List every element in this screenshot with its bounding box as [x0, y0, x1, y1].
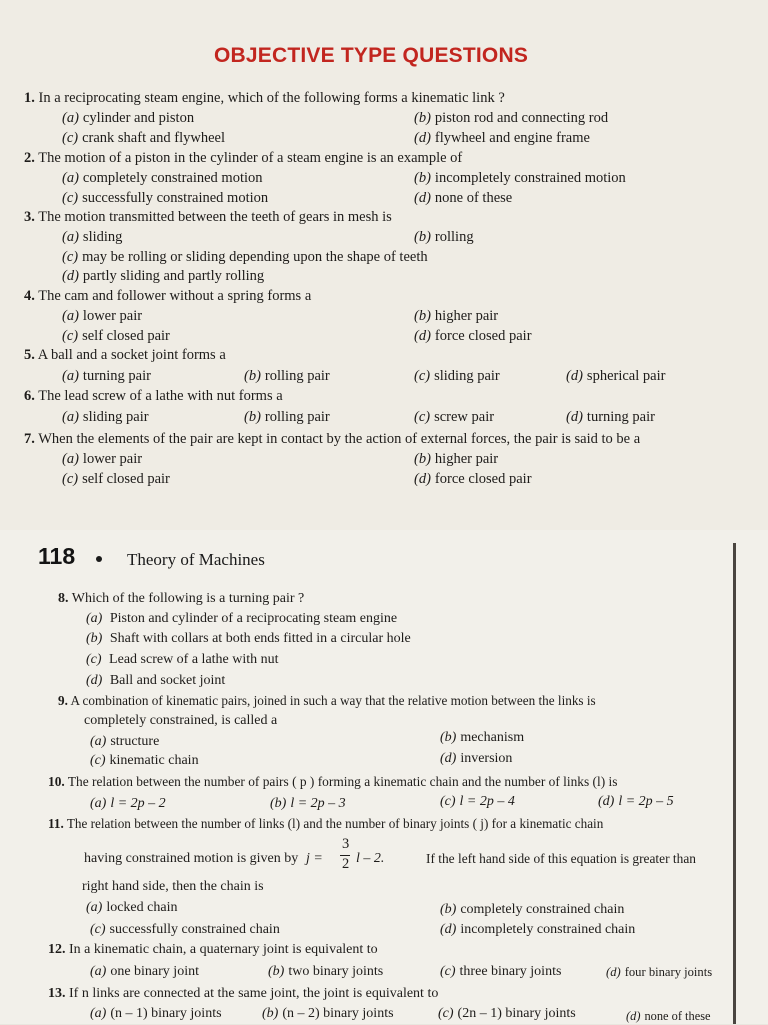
question-number: 5.: [24, 347, 35, 363]
option-a: (a) turning pair: [62, 368, 151, 384]
option-a: (a) l = 2p – 2: [90, 796, 166, 811]
question-number: 9.: [58, 693, 68, 708]
question-number: 7.: [24, 431, 35, 447]
option-b: (b) rolling pair: [244, 368, 330, 384]
bullet-dot-icon: [96, 556, 102, 562]
question-4: [24, 287, 311, 305]
question-text: In a reciprocating steam engine, which of the following forms a kinematic link ?: [38, 90, 505, 106]
option-d: (d) partly sliding and partly rolling: [62, 268, 265, 284]
option-c: (c) three binary joints: [440, 964, 562, 979]
option-d: (d) inversion: [440, 751, 513, 766]
option-c: (c) kinematic chain: [90, 753, 199, 768]
question-number: 13.: [48, 986, 66, 1001]
section-title: OBJECTIVE TYPE QUESTIONS: [214, 44, 529, 67]
question-11: [48, 815, 603, 833]
option-a: (a) one binary joint: [90, 964, 199, 979]
question-text: A ball and a socket joint forms a: [37, 347, 226, 363]
question-number: 10.: [48, 774, 65, 789]
question-number: 6.: [24, 388, 35, 404]
option-a: (a) sliding: [62, 229, 123, 245]
option-d: (d) force closed pair: [414, 471, 532, 487]
option-b: (b) Shaft with collars at both ends fitted in a circular hole: [86, 631, 411, 646]
question-text: When the elements of the pair are kept in contact by the action of external forces, the pair is said to be a: [38, 431, 641, 447]
option-d: (d) incompletely constrained chain: [440, 922, 636, 937]
option-d: (d) none of these: [626, 1009, 711, 1023]
equation-rhs: l – 2.: [356, 851, 385, 866]
question-3: [24, 208, 392, 226]
option-b: (b) piston rod and connecting rod: [414, 110, 609, 126]
book-title: Theory of Machines: [127, 550, 265, 569]
question-text: A combination of kinematic pairs, joined in such a way that the relative motion between the links is: [70, 693, 596, 708]
option-a: (a) locked chain: [86, 900, 178, 915]
option-b: (b) rolling: [414, 229, 474, 245]
question-text: In a kinematic chain, a quaternary joint is equivalent to: [69, 942, 378, 957]
question-1: [24, 89, 505, 107]
option-b: (b) higher pair: [414, 451, 499, 467]
option-b: (b) l = 2p – 3: [270, 796, 346, 811]
option-b: (b) two binary joints: [268, 964, 384, 979]
question-number: 8.: [58, 591, 69, 606]
option-a: (a) cylinder and piston: [62, 110, 195, 126]
question-9: [58, 692, 596, 710]
option-c: (c) crank shaft and flywheel: [62, 130, 226, 146]
question-text: The motion of a piston in the cylinder of a steam engine is an example of: [38, 150, 463, 166]
option-d: (d) l = 2p – 5: [598, 794, 674, 809]
equation-lhs: j =: [306, 851, 323, 866]
option-b: (b) completely constrained chain: [440, 902, 625, 917]
option-b: (b) (n – 2) binary joints: [262, 1006, 394, 1021]
question-7: [24, 430, 640, 448]
option-c: (c) Lead screw of a lathe with nut: [86, 652, 279, 667]
option-a: (a) (n – 1) binary joints: [90, 1006, 222, 1021]
question-text: The relation between the number of pairs ( p ) forming a kinematic chain and the number of links (l) is: [67, 774, 618, 789]
option-a: (a) lower pair: [62, 308, 143, 324]
question-8: [58, 590, 304, 608]
question-11-lead-in: having constrained motion is given by: [84, 851, 299, 866]
option-a: (a) Piston and cylinder of a reciprocating steam engine: [86, 611, 398, 626]
option-c: (c) screw pair: [414, 409, 495, 425]
question-text: Which of the following is a turning pair ?: [71, 591, 305, 606]
option-c: (c) l = 2p – 4: [440, 794, 515, 809]
question-text: The relation between the number of links (l) and the number of binary joints ( j) for a kinematic chain: [66, 816, 604, 831]
option-d: (d) turning pair: [566, 409, 655, 425]
option-d: (d) force closed pair: [414, 328, 532, 344]
option-d: (d) Ball and socket joint: [86, 673, 226, 688]
question-9-continued: completely constrained, is called a: [84, 713, 278, 728]
option-c: (c) self closed pair: [62, 328, 170, 344]
question-12: [48, 941, 378, 959]
question-text: The motion transmitted between the teeth of gears in mesh is: [38, 209, 392, 225]
option-d: (d) none of these: [414, 190, 513, 206]
question-6: [24, 387, 283, 405]
option-c: (c) may be rolling or sliding depending upon the shape of teeth: [62, 249, 428, 265]
question-number: 3.: [24, 209, 35, 225]
option-c: (c) successfully constrained motion: [62, 190, 269, 206]
question-10: [48, 773, 617, 791]
option-b: (b) higher pair: [414, 308, 499, 324]
option-d: (d) four binary joints: [606, 965, 713, 979]
option-b: (b) rolling pair: [244, 409, 330, 425]
option-d: (d) spherical pair: [566, 368, 666, 384]
option-c: (c) sliding pair: [414, 368, 500, 384]
question-number: 11.: [48, 816, 64, 831]
question-number: 4.: [24, 288, 35, 304]
question-2: [24, 149, 462, 167]
option-b: (b) incompletely constrained motion: [414, 170, 626, 186]
option-b: (b) mechanism: [440, 730, 525, 745]
option-d: (d) flywheel and engine frame: [414, 130, 590, 146]
option-c: (c) successfully constrained chain: [90, 922, 280, 937]
option-a: (a) sliding pair: [62, 409, 149, 425]
question-text: If n links are connected at the same joint, the joint is equivalent to: [69, 986, 439, 1001]
question-number: 2.: [24, 150, 35, 166]
fraction-denominator: 2: [342, 856, 350, 872]
question-number: 12.: [48, 942, 66, 957]
question-number: 1.: [24, 90, 35, 106]
option-a: (a) structure: [90, 734, 160, 749]
page-edge-rule: [733, 543, 736, 1024]
question-text: The lead screw of a lathe with nut forms a: [38, 388, 283, 404]
question-text: The cam and follower without a spring forms a: [38, 288, 312, 304]
question-13: [48, 985, 438, 1003]
question-11-continued: If the left hand side of this equation is greater than: [426, 851, 696, 866]
option-c: (c) (2n – 1) binary joints: [438, 1006, 576, 1021]
fraction-numerator: 3: [342, 836, 350, 852]
page-number: 118: [38, 543, 76, 569]
option-a: (a) completely constrained motion: [62, 170, 263, 186]
option-c: (c) self closed pair: [62, 471, 170, 487]
option-a: (a) lower pair: [62, 451, 143, 467]
question-11-tail: right hand side, then the chain is: [82, 879, 264, 894]
question-5: [24, 346, 226, 364]
